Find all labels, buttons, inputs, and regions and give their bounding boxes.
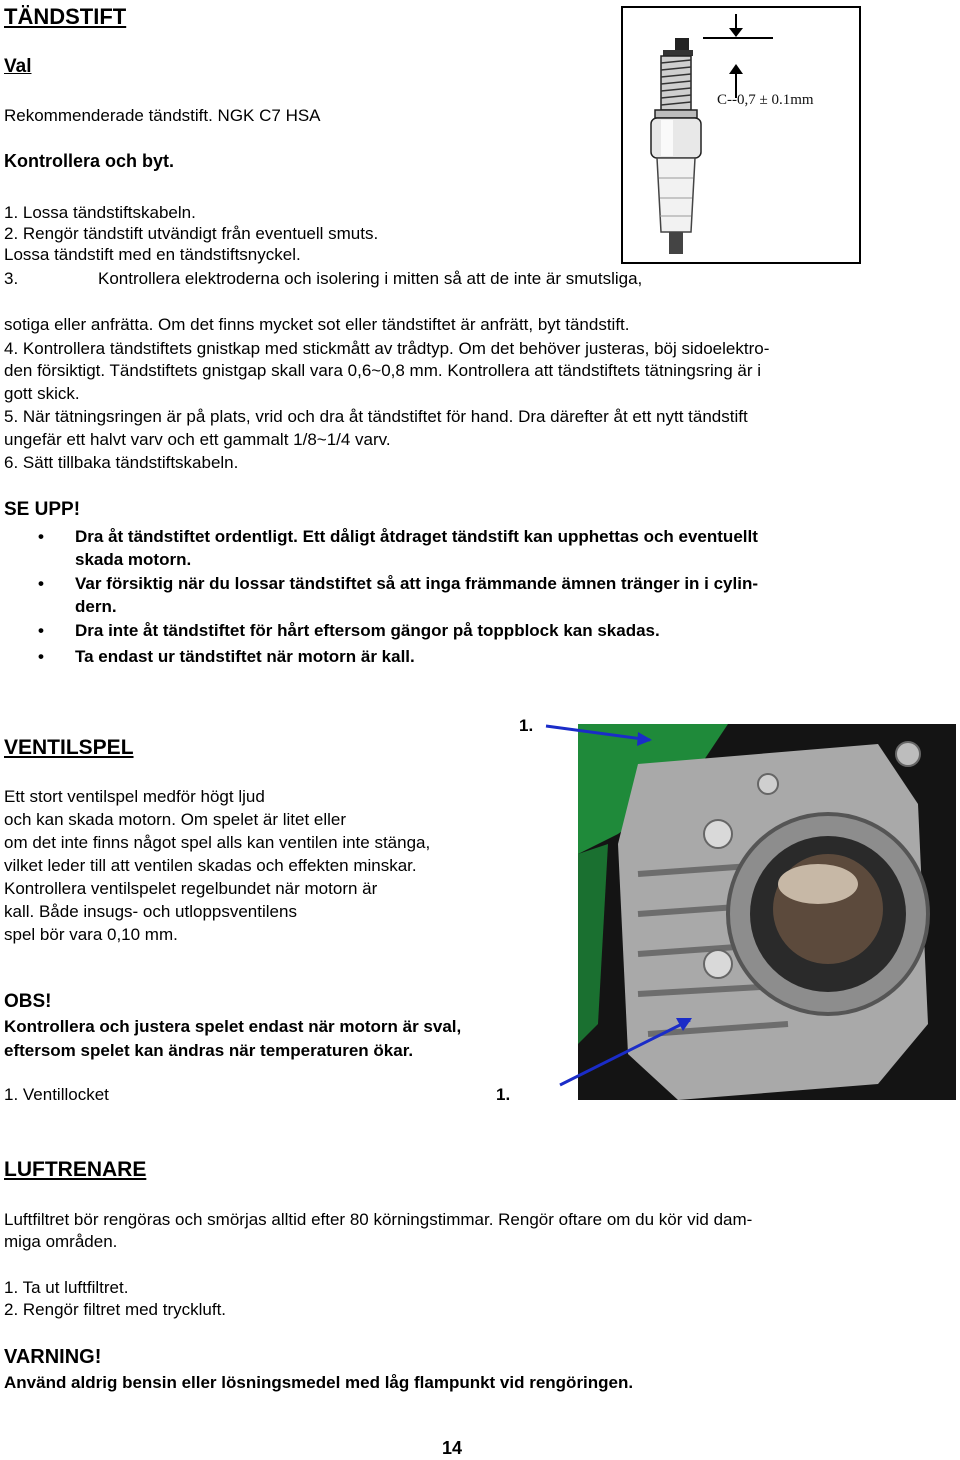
ventilspel-line-2: och kan skada motorn. Om spelet är litet eller xyxy=(4,810,347,829)
step-3-text: Kontrollera elektroderna och isolering i mitten så att de inte är smutsliga, xyxy=(98,269,643,288)
luftrenare-step-2: 2. Rengör filtret med tryckluft. xyxy=(4,1300,227,1319)
step-5-line1: 5. När tätningsringen är på plats, vrid och dra åt tändstiftet för hand. Dra därefter åt ett nytt tändstift xyxy=(4,407,748,426)
ventilspel-line-3: om det inte finns något spel alls kan ventilen inte stänga, xyxy=(4,833,431,852)
luftrenare-intro-2: miga områden. xyxy=(4,1232,118,1251)
step-5-line2: ungefär ett halvt varv och ett gammalt 1/8~1/4 varv. xyxy=(4,430,391,449)
bullet-2-line2: dern. xyxy=(75,597,117,616)
heading-check: Kontrollera och byt. xyxy=(4,151,175,171)
ventilspel-line-5: Kontrollera ventilspelet regelbundet när motorn är xyxy=(4,879,378,898)
step-4-line1: 4. Kontrollera tändstiftets gnistkap med stickmått av trådtyp. Om det behöver justeras, böj sidoelektro- xyxy=(4,339,770,358)
section-title-ventilspel: VENTILSPEL xyxy=(4,736,134,759)
heading-varning: VARNING! xyxy=(4,1346,102,1368)
step-4-line2: den försiktigt. Tändstiftets gnistgap skall vara 0,6~0,8 mm. Kontrollera att tändstiftets tätningsring är i xyxy=(4,361,762,380)
page-number: 14 xyxy=(442,1438,463,1458)
callout-arrow-bottom xyxy=(560,1020,690,1085)
ventilspel-line-4: vilket leder till att ventilen skadas och effekten minskar. xyxy=(4,856,417,875)
obs-line-2: eftersom spelet kan ändras när temperaturen ökar. xyxy=(4,1041,414,1060)
ventilspel-line-1: Ett stort ventilspel medför högt ljud xyxy=(4,787,265,806)
step-1: 1. Lossa tändstiftskabeln. xyxy=(4,203,196,222)
bullet-dot: • xyxy=(38,621,44,640)
warning-bullet-4: Ta endast ur tändstiftet när motorn är kall. xyxy=(75,647,415,666)
bullet-dot: • xyxy=(38,527,44,546)
heading-val: Val xyxy=(4,56,32,77)
bullet-1-line2: skada motorn. xyxy=(75,550,192,569)
callout-arrows xyxy=(540,700,960,1120)
gap-spec-label: C--0,7 ± 0.1mm xyxy=(717,92,814,108)
heading-obs: OBS! xyxy=(4,991,52,1012)
step-4-line3: gott skick. xyxy=(4,384,80,403)
spark-plug-drawing xyxy=(623,8,859,262)
ventilspel-line-7: spel bör vara 0,10 mm. xyxy=(4,925,178,944)
warning-bullet-3: Dra inte åt tändstiftet för hårt eftersom gängor på toppblock kan skadas. xyxy=(75,621,660,640)
recommended-plug: Rekommenderade tändstift. NGK C7 HSA xyxy=(4,106,321,125)
warning-bullet-1 xyxy=(75,525,903,571)
step-6: 6. Sätt tillbaka tändstiftskabeln. xyxy=(4,453,239,472)
callout-arrow-top xyxy=(546,726,650,740)
legend-item: 1. Ventillocket xyxy=(4,1085,109,1104)
callout-number-top: 1. xyxy=(519,716,534,735)
ventilspel-line-6: kall. Både insugs- och utloppsventilens xyxy=(4,902,297,921)
spark-plug-diagram xyxy=(621,6,861,264)
legend-number: 1. xyxy=(496,1085,511,1104)
section-title-tandstift: TÄNDSTIFT xyxy=(4,4,127,29)
step-2b: Lossa tändstift med en tändstiftsnyckel. xyxy=(4,245,301,264)
step-2: 2. Rengör tändstift utvändigt från eventuell smuts. xyxy=(4,224,379,243)
step-3-num: 3. xyxy=(4,269,19,288)
bullet-dot: • xyxy=(38,647,44,666)
step-3-cont: sotiga eller anfrätta. Om det finns mycket sot eller tändstiftet är anfrätt, byt tändstift. xyxy=(4,315,630,334)
bullet-1-line1: Dra åt tändstiftet ordentligt. Ett dåligt åtdraget tändstift kan upphettas och eventuellt xyxy=(75,527,758,546)
warning-text: Använd aldrig bensin eller lösningsmedel med låg flampunkt vid rengöringen. xyxy=(4,1373,634,1392)
heading-se-upp: SE UPP! xyxy=(4,499,81,520)
luftrenare-step-1: 1. Ta ut luftfiltret. xyxy=(4,1278,129,1297)
section-title-luftrenare: LUFTRENARE xyxy=(4,1158,147,1181)
bullet-2-line1: Var försiktig när du lossar tändstiftet så att inga främmande ämnen tränger in i cylin- xyxy=(75,574,758,593)
bullet-dot: • xyxy=(38,574,44,593)
obs-line-1: Kontrollera och justera spelet endast när motorn är sval, xyxy=(4,1017,462,1036)
luftrenare-intro-1: Luftfiltret bör rengöras och smörjas alltid efter 80 körningstimmar. Rengör oftare om du kör vid dam- xyxy=(4,1210,753,1229)
warning-bullet-2 xyxy=(75,572,903,618)
